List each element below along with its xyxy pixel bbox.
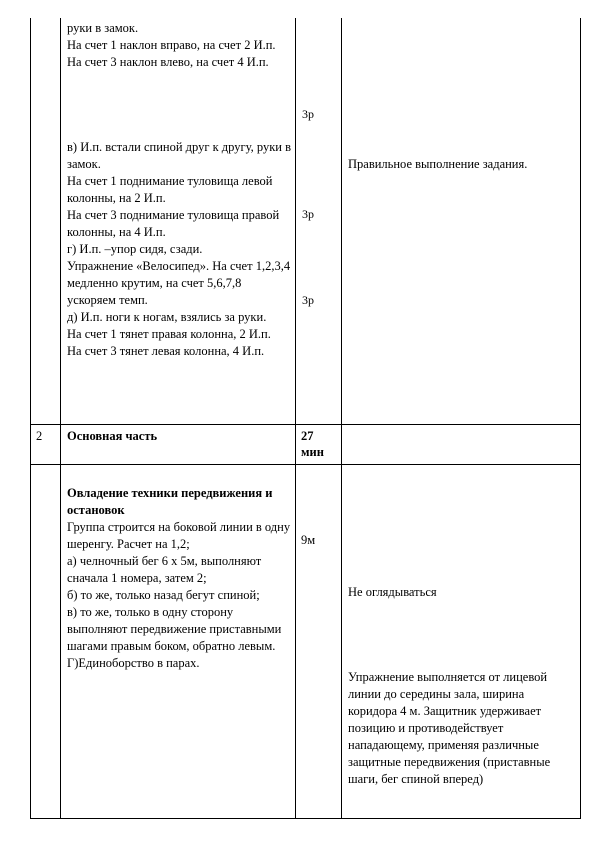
main-part-body: Группа строится на боковой линии в одну шеренгу. Расчет на 1,2; а) челночный бег 6 х 5м, выполняют сначала 1 номера, затем 2; б) то же, только назад бегут спиной; в) то же, только в одну сторону выполняют передвижение приставными шагами правым боком, обратно левым. Г)Единоборство в парах. (67, 520, 291, 670)
guidance-note-3: Упражнение выполняется от лицевой линии до середины зала, ширина коридора 4 м. Защитник удерживает позицию и противодействует нападающему, применяя различные защитные передвижения (приставные шаги, бег спиной вперед) (348, 670, 551, 786)
dosage-3: 3р (302, 293, 314, 307)
dosage-1: 3р (302, 107, 314, 121)
main-part-dosage: 9м (301, 533, 316, 547)
exercise-text-main: в) И.п. встали спиной друг к другу, руки в замок. На счет 1 поднимание туловища левой колонны, на 2 И.п. На счет 3 поднимание туловища правой колонны, на 4 И.п. г) И.п. –упор сидя, сзади. Упражнение «Велосипед». На счет 1,2,3,4 медленно крутим, на счет 5,6,7,8 ускоряем темп. д) И.п. ноги к ногам, взялись за руки. На счет 1 тянет правая колонна, 2 И.п. На счет 3 тянет левая колонна, 4 И.п. (67, 140, 292, 358)
dosage-2: 3р (302, 207, 314, 221)
section-title: Основная часть (67, 429, 158, 443)
guidance-note-1: Правильное выполнение задания. (348, 157, 528, 171)
exercise-text-top: руки в замок. На счет 1 наклон вправо, на счет 2 И.п. На счет 3 наклон влево, на счет 4 И.п. (67, 21, 276, 69)
row-divider-2 (30, 464, 581, 465)
section-time: 27 мин (301, 429, 324, 459)
main-part-heading: Овладение техники передвижения и остановок (67, 486, 273, 517)
section-number: 2 (36, 429, 43, 443)
table-border-bottom (30, 818, 581, 819)
row-divider-1 (30, 424, 581, 425)
table-border-right (580, 18, 581, 819)
lesson-plan-table (30, 18, 581, 819)
column-divider-1 (60, 18, 61, 819)
table-border-left (30, 18, 31, 819)
column-divider-3 (341, 18, 342, 819)
column-divider-2 (295, 18, 296, 819)
guidance-note-2: Не оглядываться (348, 585, 437, 599)
